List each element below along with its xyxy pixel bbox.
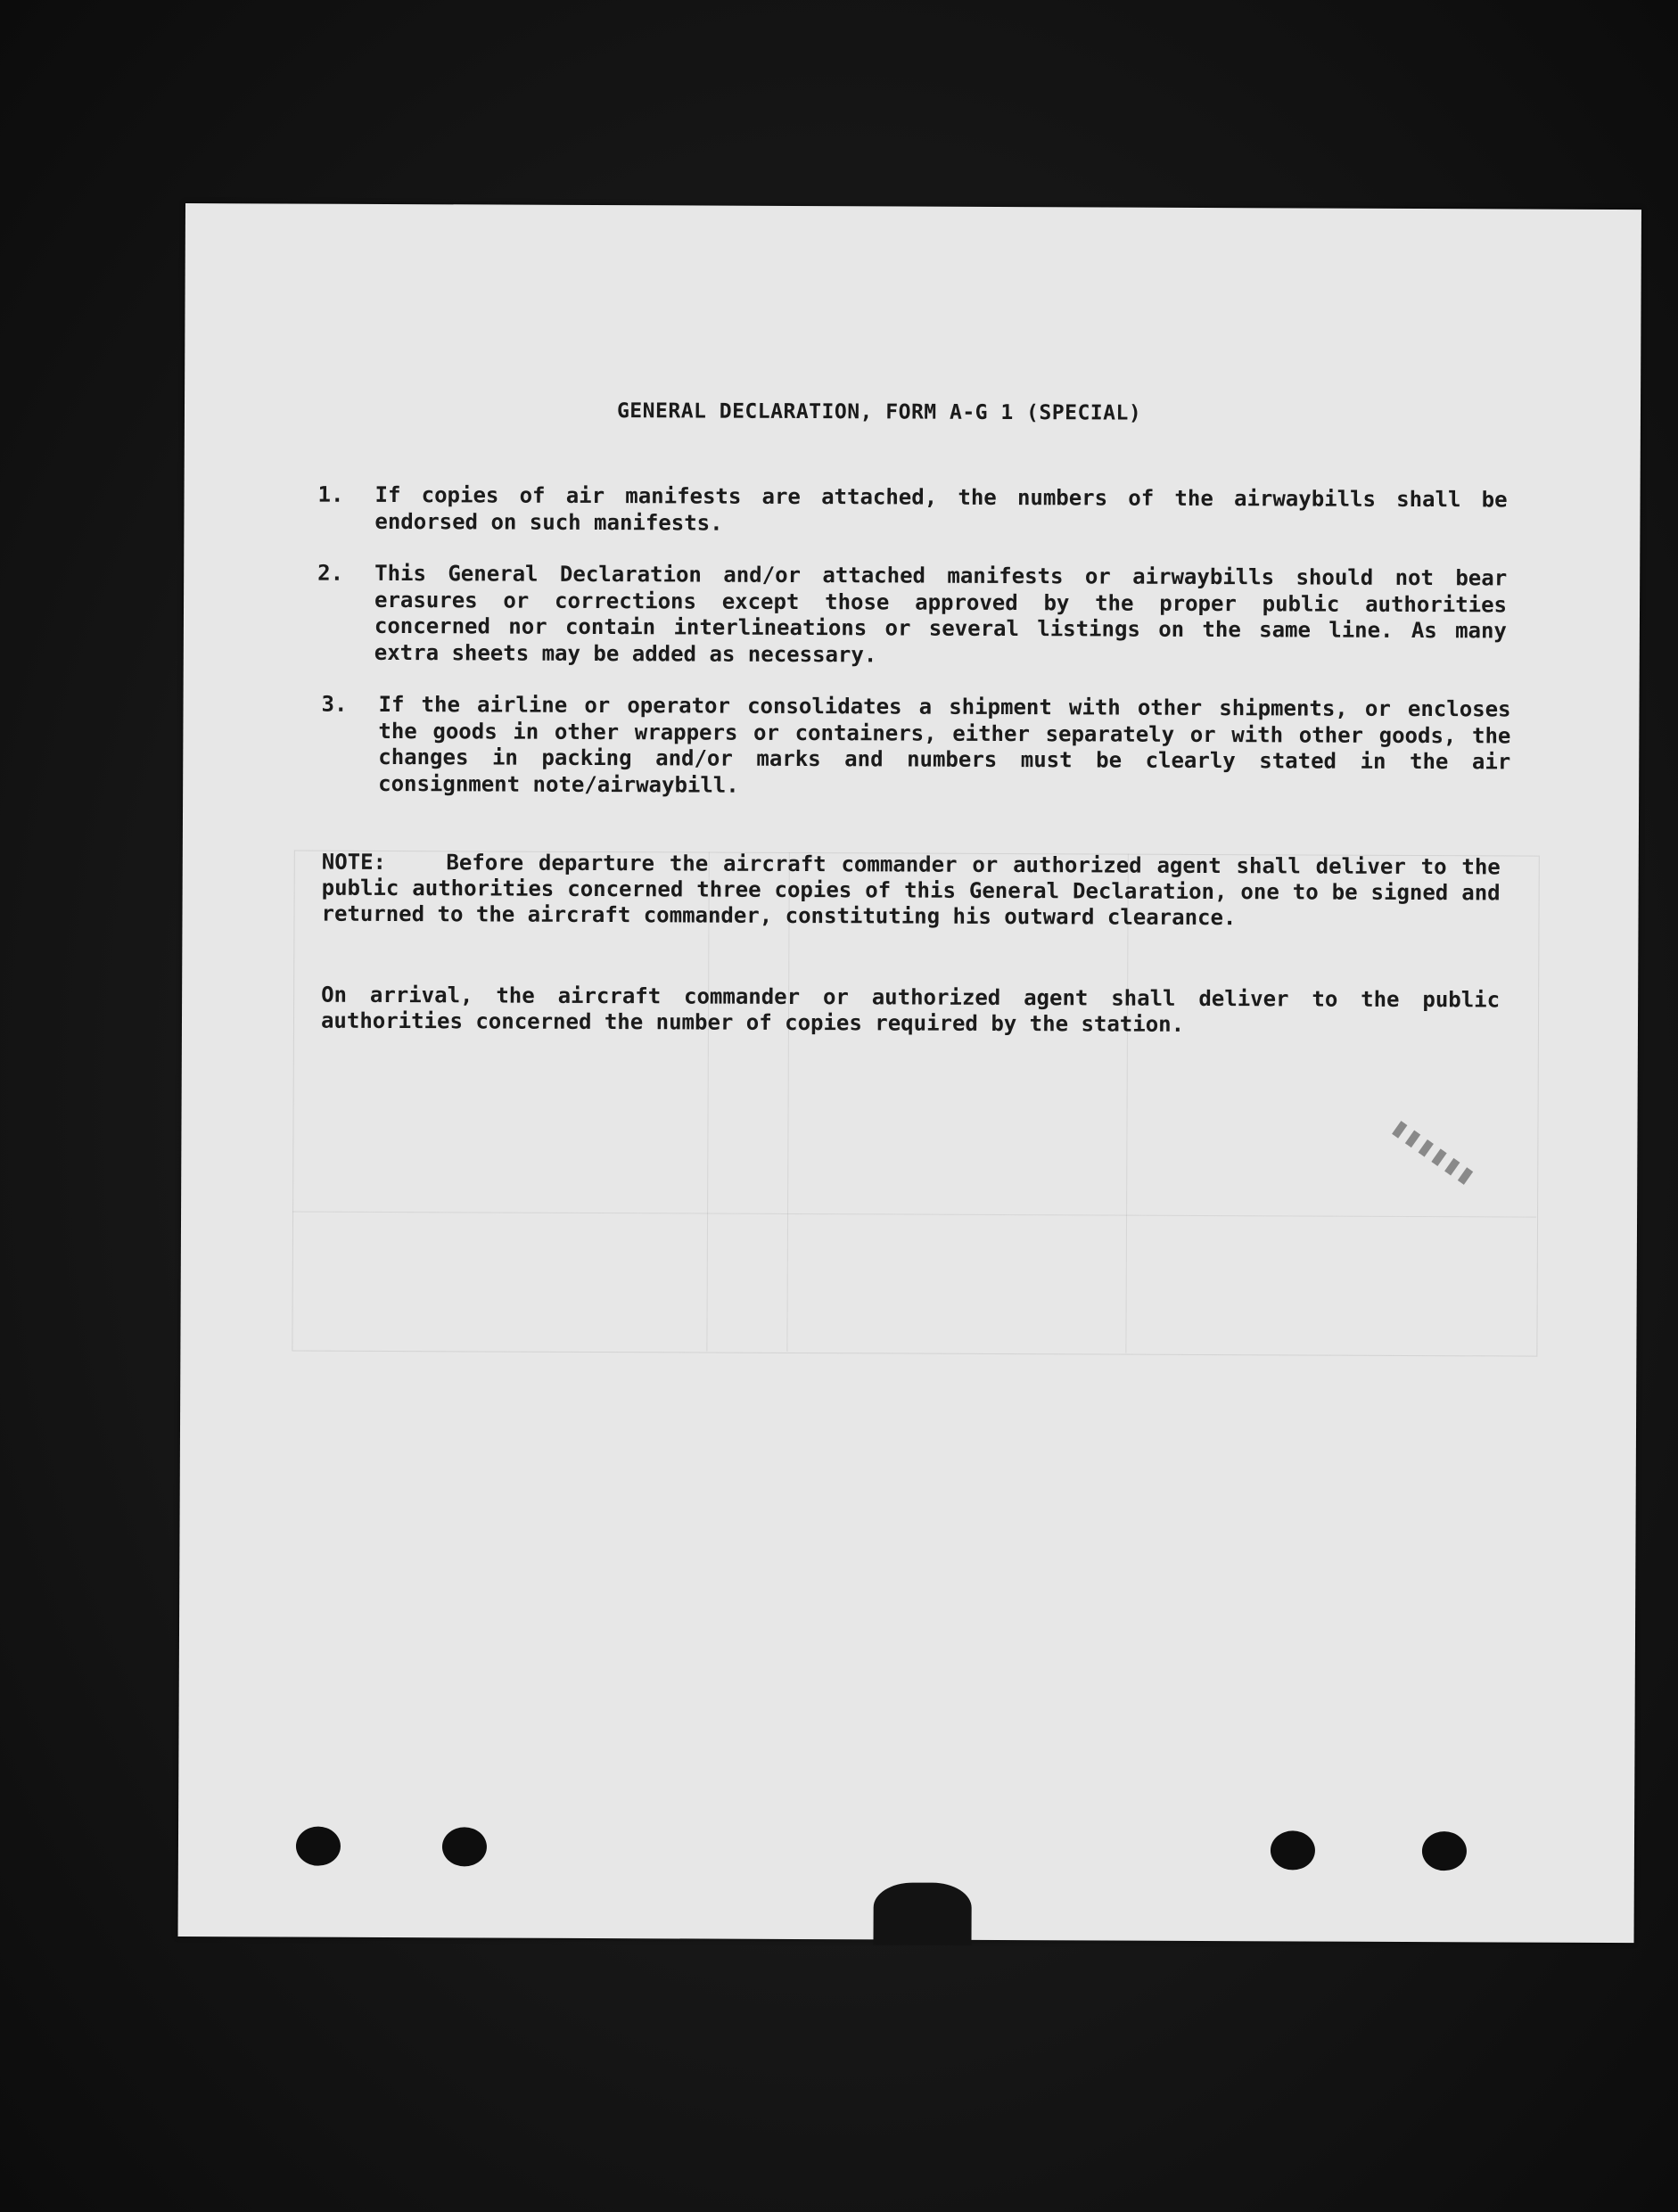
mirrored-stamp-bleed: ▮▮▮▮▮▮: [1385, 1111, 1482, 1193]
page-title: GENERAL DECLARATION, FORM A-G 1 (SPECIAL): [616, 399, 1142, 425]
item-number: 3.: [321, 691, 348, 717]
item-number: 1.: [317, 481, 344, 507]
punch-hole: [442, 1827, 487, 1866]
torn-edge: [873, 1882, 971, 1945]
item-text: If copies of air manifests are attached, the numbers of the airwaybills shall be endorsed on such manifests.: [374, 481, 1508, 536]
item-text: This General Declaration and/or attached manifests or airwaybills should not bear erasures or corrections except those approved by the proper public authorities concerned nor contain interlineations or several listings on the same line. As many extra sheets may be added as necessary.: [374, 560, 1508, 667]
punch-hole: [1271, 1830, 1315, 1870]
arrival-paragraph: On arrival, the aircraft commander or authorized agent shall deliver to the public authorities concerned the number of copies required by the station.: [320, 982, 1501, 1037]
punch-hole: [1422, 1831, 1467, 1871]
item-number: 2.: [317, 560, 344, 586]
item-text: If the airline or operator consolidates a shipment with other shipments, or encloses the goods in other wrappers or containers, either separately or with other goods, the changes in packing and/or marks and numbers must be clearly stated in the air consignment note/airwaybill.: [378, 691, 1511, 798]
document-page: [178, 203, 1641, 1943]
punch-hole: [296, 1827, 341, 1866]
note-paragraph: NOTE: Before departure the aircraft commander or authorized agent shall deliver to the public authorities concerned three copies of this General Declaration, one to be signed and returned to the aircraft commander, constituting his outward clearance.: [321, 849, 1514, 931]
